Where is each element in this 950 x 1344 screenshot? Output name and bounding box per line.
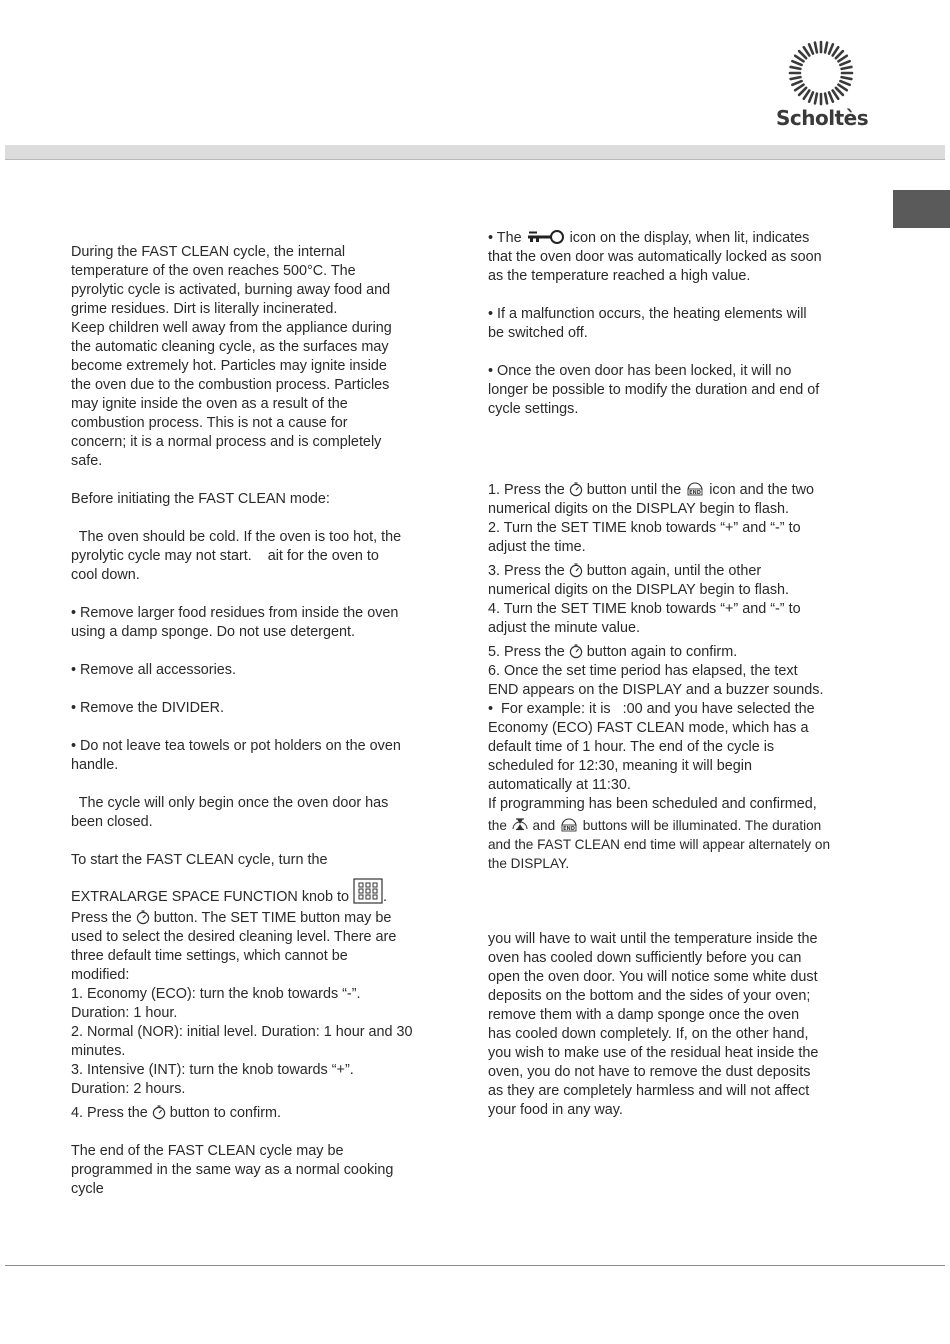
bullet-towels: • Do not leave tea towels or pot holders on the oven handle.: [71, 738, 401, 773]
cooking-time-icon: [511, 817, 529, 833]
door-closed-note: The cycle will only begin once the oven door has been closed.: [71, 795, 389, 830]
step3-line: 3. Press the button again, until the other: [488, 563, 762, 579]
intro-paragraph: During the FAST CLEAN cycle, the internal temperature of the oven reaches 500°C. The pyrolytic cycle is activated, burning away food and grime residues. Dirt is literally incinerated. Keep children well away from the appliance during the automatic cleaning cycle, as the surfaces may become extremely hot. Particles may ignite inside the oven due to the combustion process. Particles may ignite inside the oven as a result of the combustion process. This is not a cause for concern; it is a normal process and is completely safe.: [71, 244, 392, 469]
timer-icon: [136, 910, 150, 925]
header-band: [5, 145, 945, 160]
sun-rays-logo-icon: [788, 40, 854, 106]
end-icon: [685, 481, 705, 497]
after-cycle-paragraph: you will have to wait until the temperature inside the oven has cooled down sufficiently before you can open the oven door. You will notice some white dust deposits on the bottom and the sides of your oven; remove them with a damp sponge once the oven has cooled down completely. If, on the other hand, you wish to make use of the residual heat inside the oven, you do not have to remove the dust deposits as they are completely harmless and will not affect your food in any way.: [488, 931, 819, 1118]
language-tab: [893, 190, 950, 228]
bullet-remove-accessories: • Remove all accessories.: [71, 662, 236, 678]
step4-line: 4. Press the button to confirm.: [71, 1105, 281, 1121]
extralarge-space-function-icon: [353, 878, 383, 904]
bullet-remove-divider: • Remove the DIVIDER.: [71, 700, 224, 716]
brand-name: Scholtès: [776, 106, 869, 130]
key-icon-rest: that the oven door was automatically locked as soon as the temperature reached a high value.: [488, 249, 822, 284]
cleaning-levels: used to select the desired cleaning level. There are three default time settings, which cannot be modified: 1. Economy (ECO): turn the knob towards “-”. Duration: 1 hour. 2. Normal (NOR): initial level. Duration: 1 hour and 30 minutes. 3. Intensive (INT): turn the knob towards “+”. Duration: 2 hours.: [71, 929, 413, 1097]
svg-text:END: END: [563, 826, 575, 832]
key-icon-line: • The icon on the display, when lit, indicates: [488, 230, 810, 246]
end-icon: [559, 817, 579, 833]
footer-line: [5, 1265, 945, 1266]
press-line: Press the button. The SET TIME button may be: [71, 910, 392, 926]
knob-line: EXTRALARGE SPACE FUNCTION knob to .: [71, 878, 446, 907]
bullet-remove-residues: • Remove larger food residues from inside the oven using a damp sponge. Do not use detergent.: [71, 605, 399, 640]
cold-note: The oven should be cold. If the oven is too hot, the pyrolytic cycle may not start. ait for the oven to cool down.: [71, 529, 402, 583]
start-line: To start the FAST CLEAN cycle, turn the: [71, 852, 328, 868]
timer-icon: [152, 1105, 166, 1120]
bullet-door-locked: • Once the oven door has been locked, it will no longer be possible to modify the duration and end of cycle settings.: [488, 363, 820, 417]
timer-icon: [569, 563, 583, 578]
timer-icon: [569, 482, 583, 497]
door-lock-key-icon: [526, 229, 566, 245]
right-column: • The icon on the display, when lit, indicates that the oven door was automatically locked as soon as the temperature reached a high value. • If a malfunction occurs, the heating elements will be switched off. • Once the oven door has been locked, it will no longer be possible to modify the duration and end of cycle settings. 1. Press the button until the END icon and the two numerical digits on the DISPLAY begin to flash. 2. Turn the SET TIME knob towards “+” and “-” to adjust the time. 3. Press the button again, until the other numerical digits on the DISPLAY begin to flash. 4. Turn the SET TIME knob towards “+” and “-” to adjust the minute value. 5. Press the button again to confirm. 6. Once the set time period has elapsed, the text END appears on the DISPLAY and a buzzer sounds. • For example: it is :00 and you have selected the Economy (ECO) FAST CLEAN mode, which has a default time of 1 hour. The end of the cycle is scheduled for 12:30, meaning it will begin automatically at 11:30. If programming has been scheduled and confirmed, the and END buttons will be illuminated. The duration and the FAST CLEAN end time will appear alternately on the DISPLAY. you will have to wait until the temperature inside the oven has cooled down sufficiently before you can open the oven door. You will notice some white dust deposits on the bottom and the sides of your oven; remove them with a damp sponge once the oven has cooled down completely. If, on the other hand, you wish to make use of the residual heat inside the oven, you do not have to remove the dust deposits as they are completely harmless and will not affect your food in any way.: [488, 229, 860, 1120]
bullet-malfunction: • If a malfunction occurs, the heating elements will be switched off.: [488, 306, 807, 341]
step6-block: 6. Once the set time period has elapsed, the text END appears on the DISPLAY and a buzzer sounds. • For example: it is :00 and you have selected the Economy (ECO) FAST CLEAN mode, which has a default time of 1 hour. The end of the cycle is scheduled for 12:30, meaning it will begin automatically at 11:30. If programming has been scheduled and confirmed,: [488, 663, 824, 812]
step1-line: 1. Press the button until the END icon and the two: [488, 482, 815, 498]
illuminated-line: the and END buttons will be illuminated. The duration: [488, 818, 822, 833]
end-programming-note: The end of the FAST CLEAN cycle may be programmed in the same way as a normal cooking cycle: [71, 1143, 394, 1197]
brand-logo: [776, 40, 869, 135]
left-column: [71, 243, 446, 1199]
step5-line: 5. Press the button again to confirm.: [488, 644, 738, 660]
timer-icon: [569, 644, 583, 659]
svg-text:END: END: [689, 490, 702, 496]
before-heading: Before initiating the FAST CLEAN mode:: [71, 491, 330, 507]
